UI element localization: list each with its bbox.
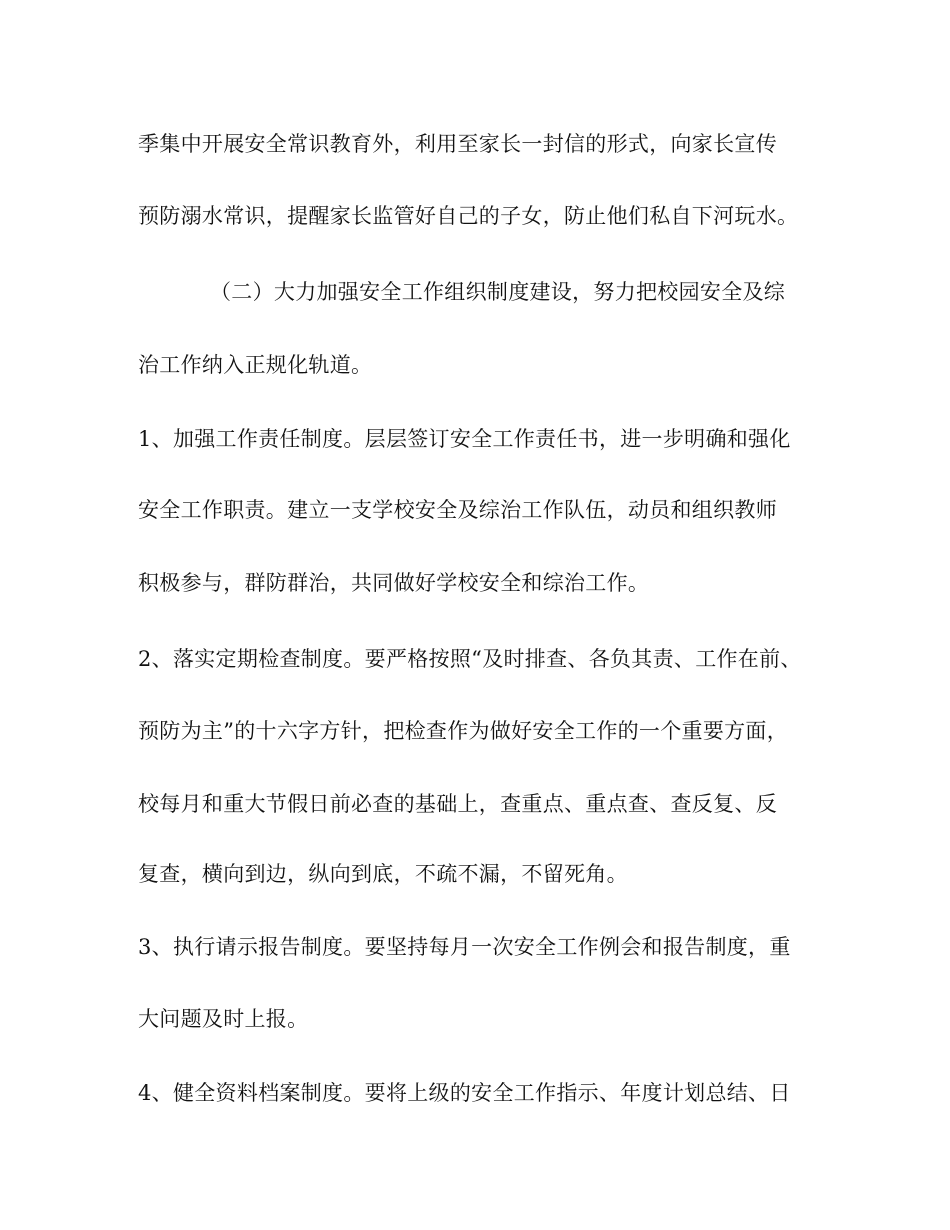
text-line: 大问题及时上报。: [138, 1007, 309, 1031]
text-line: 安全工作职责。建立一支学校安全及综治工作队伍，动员和组织教师: [138, 498, 777, 522]
section-heading: （二）大力加强安全工作组织制度建设，努力把校园安全及综: [210, 280, 786, 304]
text-line: 季集中开展安全常识教育外，利用至家长一封信的形式，向家长宣传: [138, 132, 777, 156]
text-line: 复查，横向到边，纵向到底，不疏不漏，不留死角。: [138, 862, 628, 886]
text-line: 4、健全资料档案制度。要将上级的安全工作指示、年度计划总结、日: [138, 1081, 791, 1105]
text-line: 校每月和重大节假日前必查的基础上，查重点、重点查、查反复、反: [138, 792, 777, 816]
text-line: 预防溺水常识，提醒家长监管好自己的子女，防止他们私自下河玩水。: [138, 204, 799, 228]
text-line: 2、落实定期检查制度。要严格按照“及时排查、各负其责、工作在前、: [138, 647, 802, 671]
text-line: 3、执行请示报告制度。要坚持每月一次安全工作例会和报告制度，重: [138, 935, 791, 959]
text-line: 积极参与，群防群治，共同做好学校安全和综治工作。: [138, 571, 650, 595]
text-line: 1、加强工作责任制度。层层签订安全工作责任书，进一步明确和强化: [138, 427, 791, 451]
text-line: 预防为主”的十六字方针，把检查作为做好安全工作的一个重要方面，: [138, 719, 789, 743]
text-line: 治工作纳入正规化轨道。: [138, 353, 373, 377]
